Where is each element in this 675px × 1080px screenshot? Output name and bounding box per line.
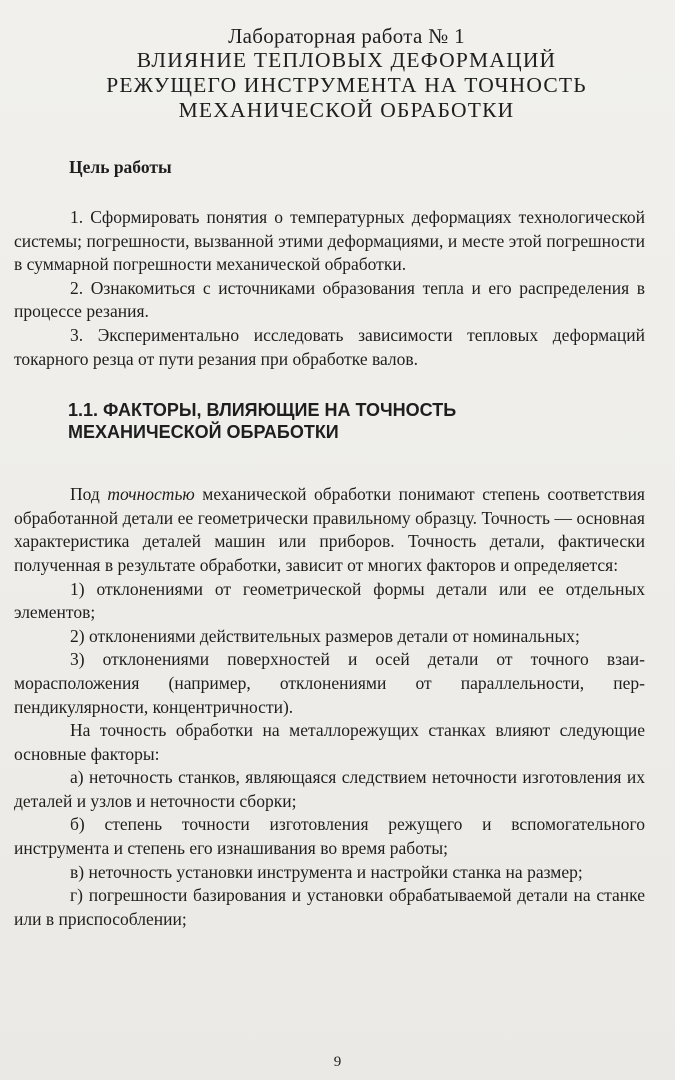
section-heading [68,399,645,443]
lab-number: Лабораторная работа № 1 [228,24,465,48]
factor-item: а) неточность станков, являющаяся следствием неточности изготовления их деталей и узлов и неточности сборки; [14,767,645,811]
lab-title-line: ВЛИЯНИЕ ТЕПЛОВЫХ ДЕФОРМАЦИЙ [136,48,557,72]
goal-list [14,206,645,371]
section-heading-line: 1.1. ФАКТОРЫ, ВЛИЯЮЩИЕ НА ТОЧНОСТЬ [68,400,457,421]
intro-text-rest: механической обработки понимают степень соответствия обработанной детали ее геометрически правильному образцу. Точность — основная характеристика деталей машин или приборов. Точность детали, фактически полученная в результате обработки, зависит от многих факторов и определяется: [14,484,645,575]
factors-intro: На точность обработки на металлорежущих станках влияют следующие основные факторы: [14,720,645,764]
section-body [14,483,645,931]
factor-item: г) погрешности базирования и установки обрабатываемой детали на станке или в приспособлении; [14,885,645,929]
section-heading-line: МЕХАНИЧЕСКОЙ ОБРАБОТКИ [68,422,339,443]
factor-item: в) неточность установки инструмента и настройки станка на размер; [70,861,583,882]
intro-text-start: Под [70,484,108,505]
goal-heading: Цель работы [69,157,172,177]
goal-item: 1. Сформировать понятия о температурных деформациях технологической системы; погрешности, вызванной этими деформациями, и месте этой погрешности в суммарной погрешности механической обработки. [14,207,645,275]
intro-italic-term: точностью [107,484,195,505]
deviation-item: 1) отклонениями от геометрической формы детали или ее отдельных элементов; [14,578,645,623]
page-number: 9 [333,1054,342,1070]
goal-item: 3. Экспериментально исследовать зависимости тепловых деформаций токарного резца от пути резания при обработке валов. [14,324,645,369]
lab-title-line: МЕХАНИЧЕСКОЙ ОБРАБОТКИ [178,98,515,122]
title-block [48,0,645,123]
factor-item: б) степень точности изготовления режущего и вспомогательного инструмента и степень его изнашивания во время работы; [14,814,645,859]
goal-item: 2. Ознакомиться с источниками образования тепла и его распределения в процессе резания. [14,277,645,322]
lab-title-line: РЕЖУЩЕГО ИНСТРУМЕНТА НА ТОЧНОСТЬ [106,73,587,97]
deviation-item: 2) отклонениями действительных размеров детали от номинальных; [70,625,580,646]
deviation-item: 3) отклонениями поверхностей и осей детали от точного взаиморасположения (например, отклонениями от параллельности, перпендикулярности, концентричности). [14,649,645,717]
intro-paragraph [14,483,645,577]
